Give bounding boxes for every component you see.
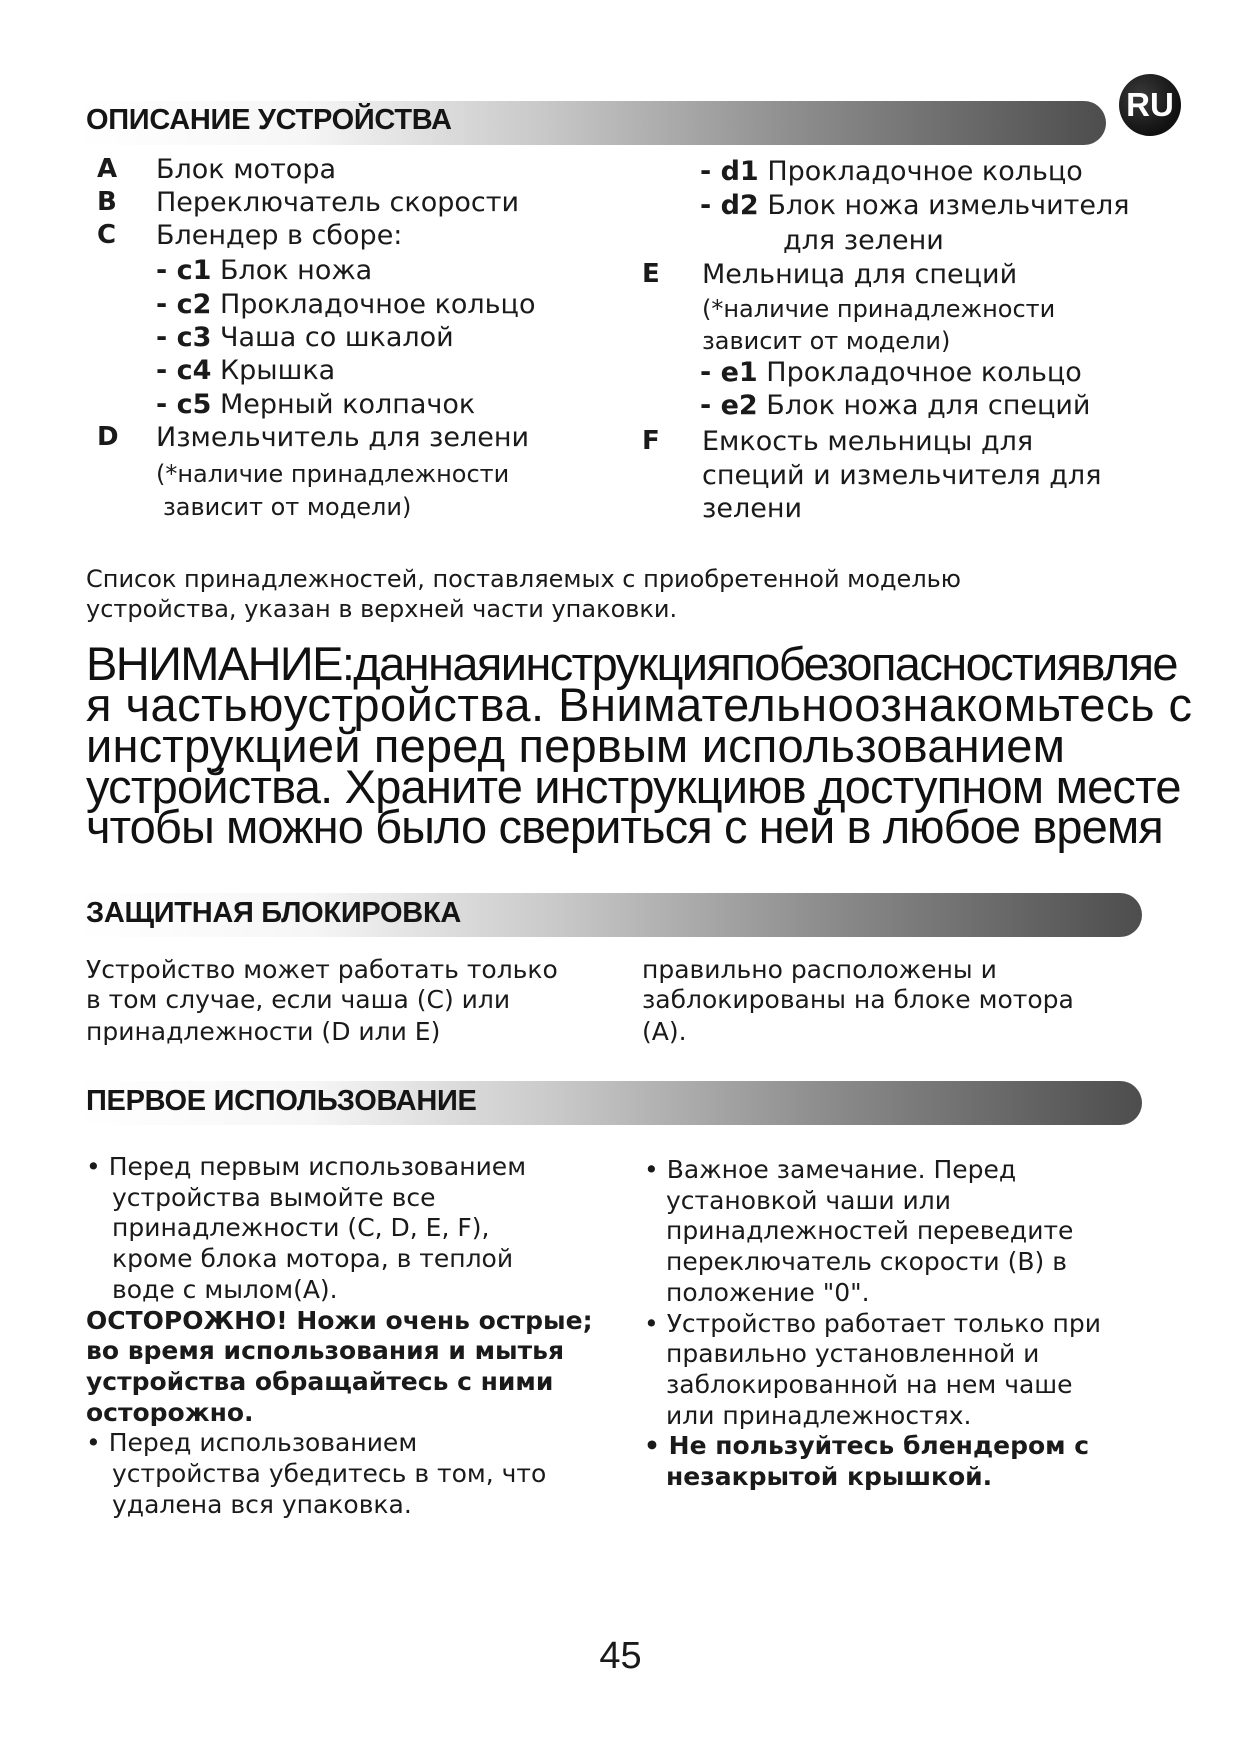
part-e-text: Мельница для специй	[702, 259, 1018, 290]
lock-text-right: (A).	[642, 1017, 687, 1046]
accessories-note: Список принадлежностей, поставляемых с приобретенной моделью	[86, 565, 962, 593]
warning-text: устройства. Храните инструкциюв доступном месте	[86, 760, 1181, 813]
part-b-text: Переключатель скорости	[156, 187, 519, 218]
part-e2: - e2 Блок ножа для специй	[700, 390, 1091, 421]
caution-text: во время использования и мытья	[86, 1336, 565, 1365]
part-letter-e: E	[642, 259, 660, 289]
first-use-bullet: правильно установленной и	[666, 1339, 1040, 1368]
part-c1: - c1 Блок ножа	[156, 255, 373, 286]
section-title-lock: ЗАЩИТНАЯ БЛОКИРОВКА	[86, 897, 461, 929]
part-d-note: (*наличие принадлежности	[156, 460, 510, 488]
lock-text-left: в том случае, если чаша (C) или	[86, 985, 511, 1014]
first-use-bullet: принадлежности (C, D, E, F),	[112, 1213, 490, 1242]
warning-text: чтобы можно было свериться с ней в любое время	[86, 800, 1163, 853]
part-letter-d: D	[97, 422, 119, 452]
section-title-description: ОПИСАНИЕ УСТРОЙСТВА	[86, 104, 452, 136]
part-f-text: Емкость мельницы для	[702, 426, 1034, 457]
first-use-bullet: переключатель скорости (B) в	[666, 1247, 1067, 1276]
first-use-bullet: устройства вымойте все	[112, 1183, 436, 1212]
part-c-text: Блендер в сборе:	[156, 220, 403, 251]
first-use-bullet: заблокированной на нем чаше	[666, 1370, 1073, 1399]
part-c5: - c5 Мерный колпачок	[156, 389, 476, 420]
lock-text-right: заблокированы на блоке мотора	[642, 985, 1074, 1014]
part-d1: - d1 Прокладочное кольцо	[700, 156, 1083, 187]
warning-text: ВНИМАНИЕ:даннаяинструкцияпобезопасностиявляе	[86, 637, 1177, 690]
part-letter-b: B	[97, 187, 117, 217]
part-a-text: Блок мотора	[156, 154, 337, 185]
warning-text: я частьюустройства. Внимательноознакомьтесь с	[86, 678, 1193, 731]
part-f-text: специй и измельчителя для	[702, 460, 1102, 491]
language-badge: RU	[1119, 74, 1181, 136]
first-use-bullet: принадлежностей переведите	[666, 1216, 1074, 1245]
page-number: 45	[599, 1635, 642, 1677]
first-use-bullet: или принадлежностях.	[666, 1401, 972, 1430]
part-e-note: зависит от модели)	[702, 327, 951, 355]
part-letter-f: F	[642, 426, 660, 456]
first-use-bullet: установкой чаши или	[666, 1186, 952, 1215]
part-c2: - c2 Прокладочное кольцо	[156, 289, 536, 320]
first-use-bullet: • Перед первым использованием	[86, 1152, 527, 1181]
part-e-note: (*наличие принадлежности	[702, 295, 1056, 323]
first-use-bullet: устройства убедитесь в том, что	[112, 1459, 547, 1488]
first-use-bullet-bold: незакрытой крышкой.	[666, 1462, 993, 1491]
first-use-bullet-bold: • Не пользуйтесь блендером с	[644, 1431, 1090, 1460]
warning-text: инструкцией перед первым использованием	[86, 719, 1066, 772]
part-letter-a: A	[97, 154, 118, 184]
part-d-note: зависит от модели)	[163, 493, 412, 521]
section-title-first-use: ПЕРВОЕ ИСПОЛЬЗОВАНИЕ	[86, 1085, 477, 1117]
part-f-text: зелени	[702, 493, 803, 524]
accessories-note: устройства, указан в верхней части упаковки.	[86, 595, 678, 623]
part-d2: - d2 Блок ножа измельчителя	[700, 190, 1130, 221]
caution-text: осторожно.	[86, 1398, 254, 1427]
part-c4: - c4 Крышка	[156, 355, 336, 386]
caution-text: устройства обращайтесь с ними	[86, 1367, 554, 1396]
part-c3: - c3 Чаша со шкалой	[156, 322, 454, 353]
part-e1: - e1 Прокладочное кольцо	[700, 357, 1082, 388]
first-use-bullet: удалена вся упаковка.	[112, 1490, 412, 1519]
lock-text-left: принадлежности (D или E)	[86, 1017, 441, 1046]
part-d2-line2: для зелени	[783, 225, 944, 256]
part-letter-c: C	[97, 220, 117, 250]
caution-text: ОСТОРОЖНО! Ножи очень острые;	[86, 1306, 593, 1335]
first-use-bullet: • Важное замечание. Перед	[644, 1155, 1017, 1184]
first-use-bullet: • Устройство работает только при	[644, 1309, 1101, 1338]
lock-text-right: правильно расположены и	[642, 955, 997, 984]
lock-text-left: Устройство может работать только	[86, 955, 558, 984]
first-use-bullet: • Перед использованием	[86, 1428, 418, 1457]
first-use-bullet: воде с мылом(A).	[112, 1275, 338, 1304]
first-use-bullet: положение "0".	[666, 1278, 870, 1307]
first-use-bullet: кроме блока мотора, в теплой	[112, 1244, 514, 1273]
part-d-text: Измельчитель для зелени	[156, 422, 530, 453]
